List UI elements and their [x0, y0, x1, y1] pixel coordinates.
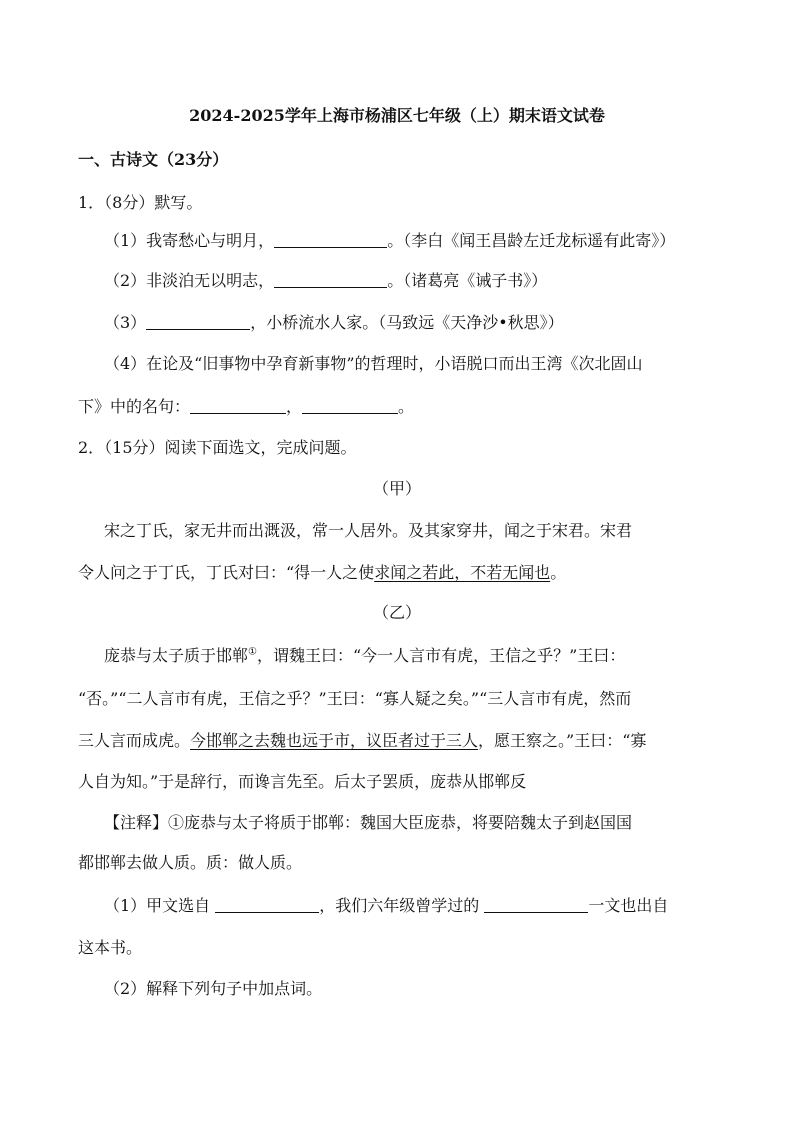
question-1-item-4-continued: 下》中的名句： ， 。 [78, 397, 415, 416]
answer-blank[interactable] [302, 398, 398, 414]
passage-yi-line-3: 三人言而成虎。今邯郸之去魏也远于市，议臣者过于三人，愿王察之。”王曰：“寡 [78, 731, 647, 750]
question-2-heading: 2．（15分）阅读下面选文，完成问题。 [78, 438, 357, 457]
footnote-marker: ① [248, 646, 257, 658]
passage-yi-line-1: 庞恭与太子质于邯郸①，谓魏王曰：“今一人言市有虎，王信之乎？”王曰： [104, 646, 626, 665]
answer-blank[interactable] [190, 398, 286, 414]
question-1-item-2: （2）非淡泊无以明志， 。（诸葛亮《诫子书》） [104, 271, 548, 290]
question-1-item-4: （4）在论及“旧事物中孕育新事物”的哲理时，小语脱口而出王湾《次北固山 [104, 354, 643, 373]
passage-label-yi: （乙） [372, 603, 421, 622]
underlined-sentence: 求闻之若此，不若无闻也 [374, 563, 551, 582]
section-heading: 一、古诗文（23分） [78, 150, 229, 169]
passage-yi-line-2: “否。”“二人言市有虎，王信之乎？”王曰：“寡人疑之矣。”“三人言市有虎，然而 [78, 689, 632, 708]
passage-label-jia: （甲） [372, 479, 421, 498]
answer-blank[interactable] [215, 897, 319, 913]
passage-yi-line-4: 人自为知。”于是辞行，而谗言先至。后太子罢质，庞恭从邯郸反 [78, 772, 527, 791]
subquestion-1-continued: 这本书。 [78, 938, 143, 957]
passage-jia-line-1: 宋之丁氏，家无井而出溉汲，常一人居外。及其家穿井，闻之于宋君。宋君 [104, 521, 633, 540]
question-1-item-3: （3） ，小桥流水人家。（马致远《天净沙•秋思》） [104, 313, 564, 332]
answer-blank[interactable] [274, 272, 387, 288]
passage-jia-line-2: 令人问之于丁氏，丁氏对曰：“得一人之使求闻之若此，不若无闻也。 [78, 563, 567, 582]
underlined-sentence: 今邯郸之去魏也远于市，议臣者过于三人 [190, 731, 479, 750]
question-1-item-1: （1）我寄愁心与明月， 。（李白《闻王昌龄左迁龙标遥有此寄》） [104, 231, 676, 250]
answer-blank[interactable] [484, 897, 588, 913]
page-title: 2024-2025学年上海市杨浦区七年级（上）期末语文试卷 [189, 106, 605, 125]
question-1-heading: 1．（8分）默写。 [78, 193, 203, 212]
subquestion-1: （1）甲文选自 ，我们六年级曾学过的 一文也出自 [104, 896, 669, 915]
annotation-line-2: 都邯郸去做人质。质：做人质。 [78, 853, 303, 872]
subquestion-2: （2）解释下列句子中加点词。 [104, 979, 323, 998]
answer-blank[interactable] [274, 232, 387, 248]
answer-blank[interactable] [146, 314, 250, 330]
annotation-line-1: 【注释】①庞恭与太子将质于邯郸：魏国大臣庞恭，将要陪魏太子到赵国国 [104, 813, 633, 832]
